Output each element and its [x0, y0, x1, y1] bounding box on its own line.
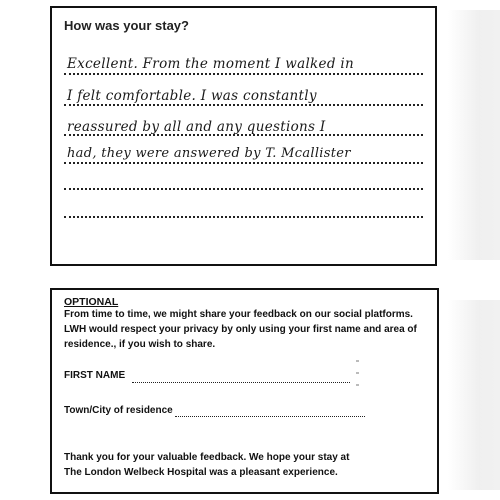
intro-text-line: residence., if you wish to share.	[64, 339, 216, 350]
thanks-text-line: The London Welbeck Hospital was a pleasant experience.	[64, 467, 338, 478]
optional-consent-card	[50, 288, 439, 494]
stay-feedback-card	[50, 6, 437, 266]
town-label: Town/City of residence	[64, 405, 173, 416]
scan-specks	[356, 360, 360, 390]
stay-question-heading: How was your stay?	[64, 18, 189, 33]
writing-line	[64, 216, 423, 218]
town-field[interactable]	[175, 416, 365, 417]
handwritten-line: Excellent. From the moment I walked in	[67, 56, 354, 72]
intro-text-line: From time to time, we might share your feedback on our social platforms.	[64, 309, 413, 320]
intro-text-line: LWH would respect your privacy by only using your first name and area of	[64, 324, 417, 335]
writing-line	[64, 104, 423, 106]
writing-line	[64, 134, 423, 136]
handwritten-line: reassured by all and any questions I	[67, 119, 326, 135]
writing-line	[64, 162, 423, 164]
writing-line	[64, 188, 423, 190]
scan-shading	[448, 300, 500, 490]
thanks-text-line: Thank you for your valuable feedback. We hope your stay at	[64, 452, 350, 463]
handwritten-line: had, they were answered by T. Mcallister	[67, 146, 351, 161]
first-name-label: FIRST NAME	[64, 370, 126, 381]
handwritten-line: I felt comfortable. I was constantly	[67, 88, 317, 104]
optional-heading: OPTIONAL	[64, 296, 119, 308]
first-name-field[interactable]	[132, 382, 350, 383]
writing-line	[64, 73, 423, 75]
scan-shading	[448, 10, 500, 260]
